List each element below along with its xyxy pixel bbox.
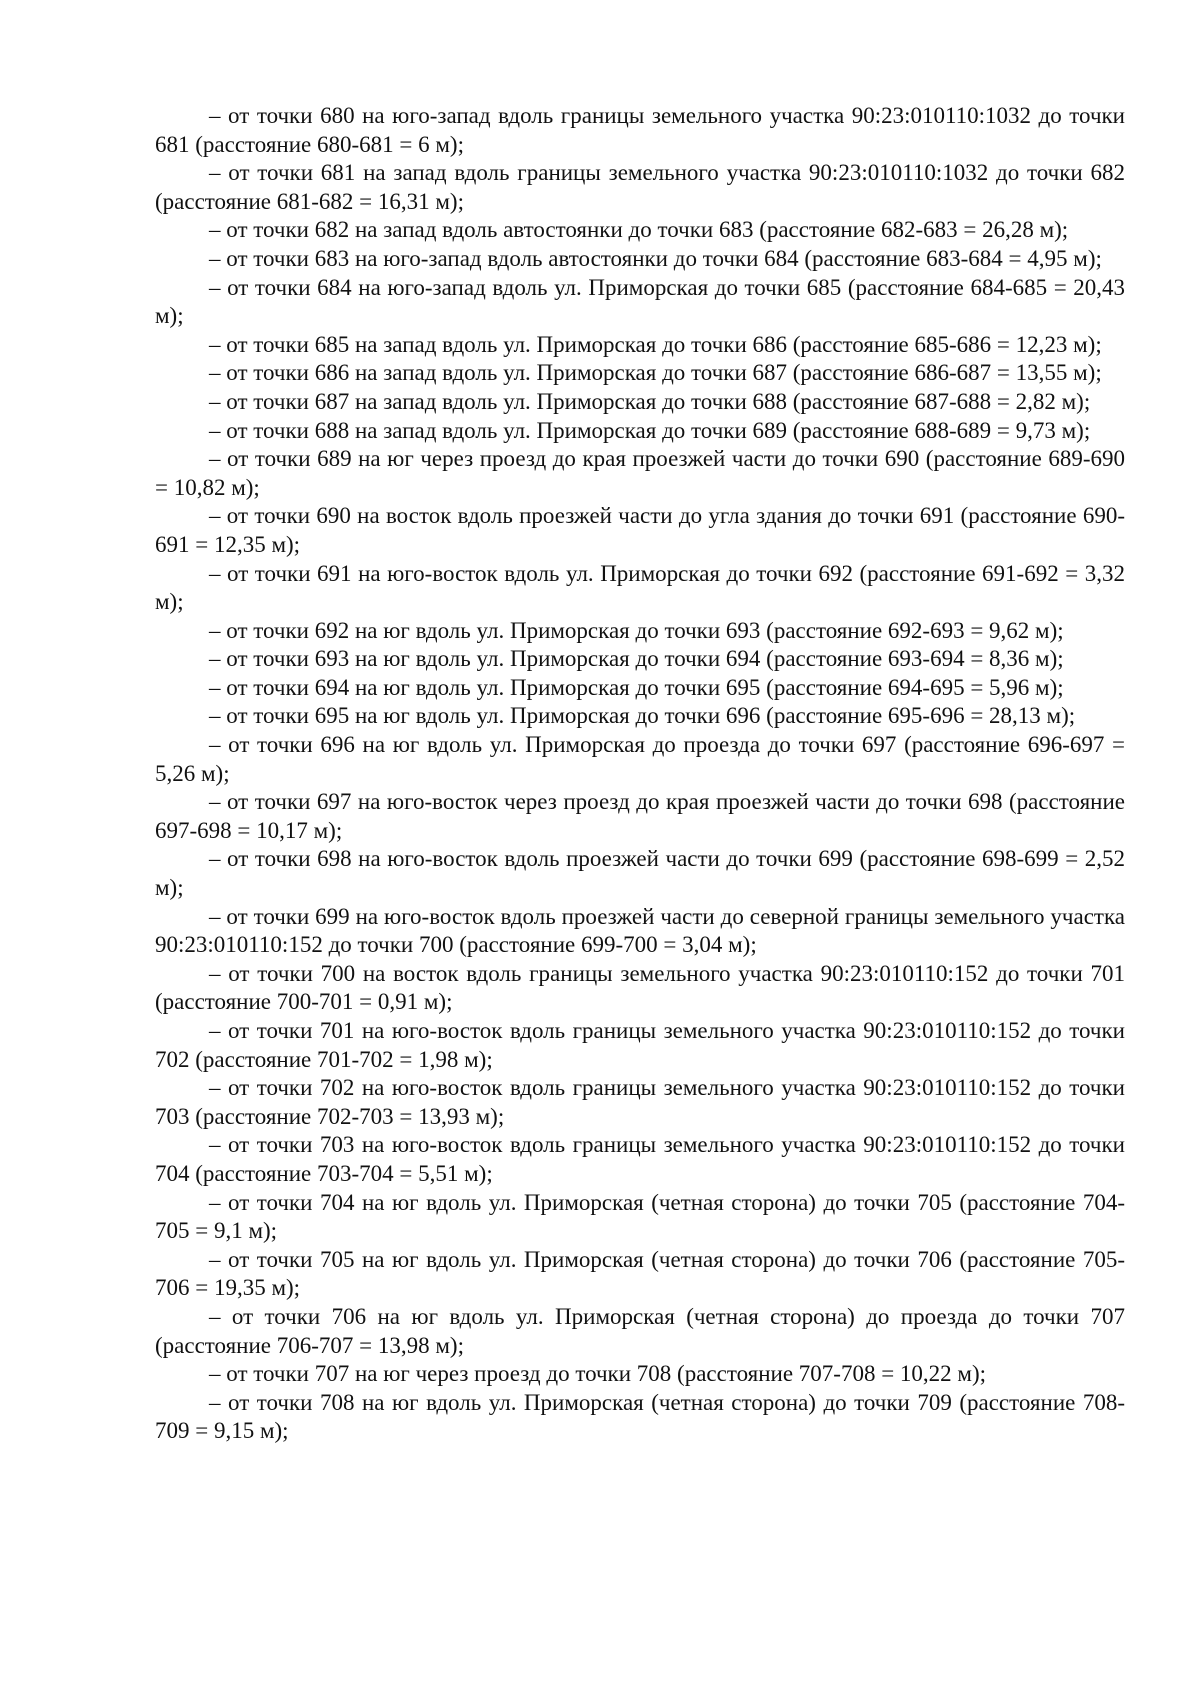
- boundary-segment-paragraph: – от точки 683 на юго-запад вдоль автостоянки до точки 684 (расстояние 683-684 = 4,95 м);: [209, 245, 1102, 271]
- boundary-segment-paragraph: – от точки 701 на юго-восток вдоль границы земельного участка 90:23:010110:152 до точки 702 (расстояние 701-702 = 1,98 м);: [155, 1018, 1125, 1072]
- boundary-segment-paragraph: – от точки 699 на юго-восток вдоль проезжей части до северной границы земельного участка 90:23:010110:152 до точки 700 (расстояние 699-700 = 3,04 м);: [155, 903, 1125, 958]
- boundary-segment-paragraph: – от точки 692 на юг вдоль ул. Приморская до точки 693 (расстояние 692-693 = 9,62 м);: [209, 617, 1064, 643]
- boundary-segment-paragraph: – от точки 687 на запад вдоль ул. Приморская до точки 688 (расстояние 687-688 = 2,82 м);: [209, 388, 1091, 414]
- boundary-segment-paragraph: – от точки 695 на юг вдоль ул. Приморская до точки 696 (расстояние 695-696 = 28,13 м);: [209, 703, 1076, 729]
- boundary-segment-paragraph: – от точки 698 на юго-восток вдоль проезжей части до точки 699 (расстояние 698-699 = 2,52 м);: [155, 846, 1125, 901]
- boundary-segment-paragraph: – от точки 689 на юг через проезд до края проезжей части до точки 690 (расстояние 689-690 = 10,82 м);: [155, 446, 1125, 500]
- boundary-segment-paragraph: – от точки 702 на юго-восток вдоль границы земельного участка 90:23:010110:152 до точки 703 (расстояние 702-703 = 13,93 м);: [155, 1075, 1125, 1129]
- boundary-segment-paragraph: – от точки 697 на юго-восток через проезд до края проезжей части до точки 698 (расстояние 697-698 = 10,17 м);: [155, 789, 1125, 843]
- boundary-segment-paragraph: – от точки 707 на юг через проезд до точки 708 (расстояние 707-708 = 10,22 м);: [209, 1361, 987, 1387]
- boundary-segment-paragraph: – от точки 693 на юг вдоль ул. Приморская до точки 694 (расстояние 693-694 = 8,36 м);: [209, 646, 1064, 672]
- boundary-segment-paragraph: – от точки 706 на юг вдоль ул. Приморская (четная сторона) до проезда до точки 707 (расстояние 706-707 = 13,98 м);: [155, 1303, 1125, 1358]
- boundary-segment-paragraph: – от точки 682 на запад вдоль автостоянки до точки 683 (расстояние 682-683 = 26,28 м);: [209, 217, 1069, 243]
- boundary-segment-paragraph: – от точки 700 на восток вдоль границы земельного участка 90:23:010110:152 до точки 701 (расстояние 700-701 = 0,91 м);: [155, 960, 1125, 1015]
- document-body: [155, 102, 1125, 1446]
- boundary-segment-paragraph: – от точки 685 на запад вдоль ул. Приморская до точки 686 (расстояние 685-686 = 12,23 м);: [209, 331, 1102, 357]
- boundary-segment-paragraph: – от точки 690 на восток вдоль проезжей части до угла здания до точки 691 (расстояние 690-691 = 12,35 м);: [155, 503, 1125, 557]
- boundary-segment-paragraph: – от точки 680 на юго-запад вдоль границы земельного участка 90:23:010110:1032 до точки 681 (расстояние 680-681 = 6 м);: [155, 103, 1125, 157]
- boundary-segment-paragraph: – от точки 705 на юг вдоль ул. Приморская (четная сторона) до точки 706 (расстояние 705-706 = 19,35 м);: [155, 1246, 1125, 1301]
- boundary-segment-paragraph: – от точки 694 на юг вдоль ул. Приморская до точки 695 (расстояние 694-695 = 5,96 м);: [209, 674, 1064, 700]
- boundary-segment-paragraph: – от точки 681 на запад вдоль границы земельного участка 90:23:010110:1032 до точки 682 (расстояние 681-682 = 16,31 м);: [155, 160, 1125, 214]
- boundary-segment-paragraph: – от точки 696 на юг вдоль ул. Приморская до проезда до точки 697 (расстояние 696-697 = 5,26 м);: [155, 732, 1125, 786]
- boundary-segment-paragraph: – от точки 704 на юг вдоль ул. Приморская (четная сторона) до точки 705 (расстояние 704-705 = 9,1 м);: [155, 1189, 1125, 1244]
- boundary-segment-paragraph: – от точки 708 на юг вдоль ул. Приморская (четная сторона) до точки 709 (расстояние 708-709 = 9,15 м);: [155, 1389, 1125, 1444]
- boundary-segment-paragraph: – от точки 688 на запад вдоль ул. Приморская до точки 689 (расстояние 688-689 = 9,73 м);: [209, 417, 1091, 443]
- boundary-segment-paragraph: – от точки 684 на юго-запад вдоль ул. Приморская до точки 685 (расстояние 684-685 = 20,43 м);: [155, 274, 1125, 329]
- boundary-segment-paragraph: – от точки 703 на юго-восток вдоль границы земельного участка 90:23:010110:152 до точки 704 (расстояние 703-704 = 5,51 м);: [155, 1132, 1125, 1186]
- boundary-segment-paragraph: – от точки 691 на юго-восток вдоль ул. Приморская до точки 692 (расстояние 691-692 = 3,32 м);: [155, 560, 1125, 615]
- boundary-segment-paragraph: – от точки 686 на запад вдоль ул. Приморская до точки 687 (расстояние 686-687 = 13,55 м);: [209, 360, 1102, 386]
